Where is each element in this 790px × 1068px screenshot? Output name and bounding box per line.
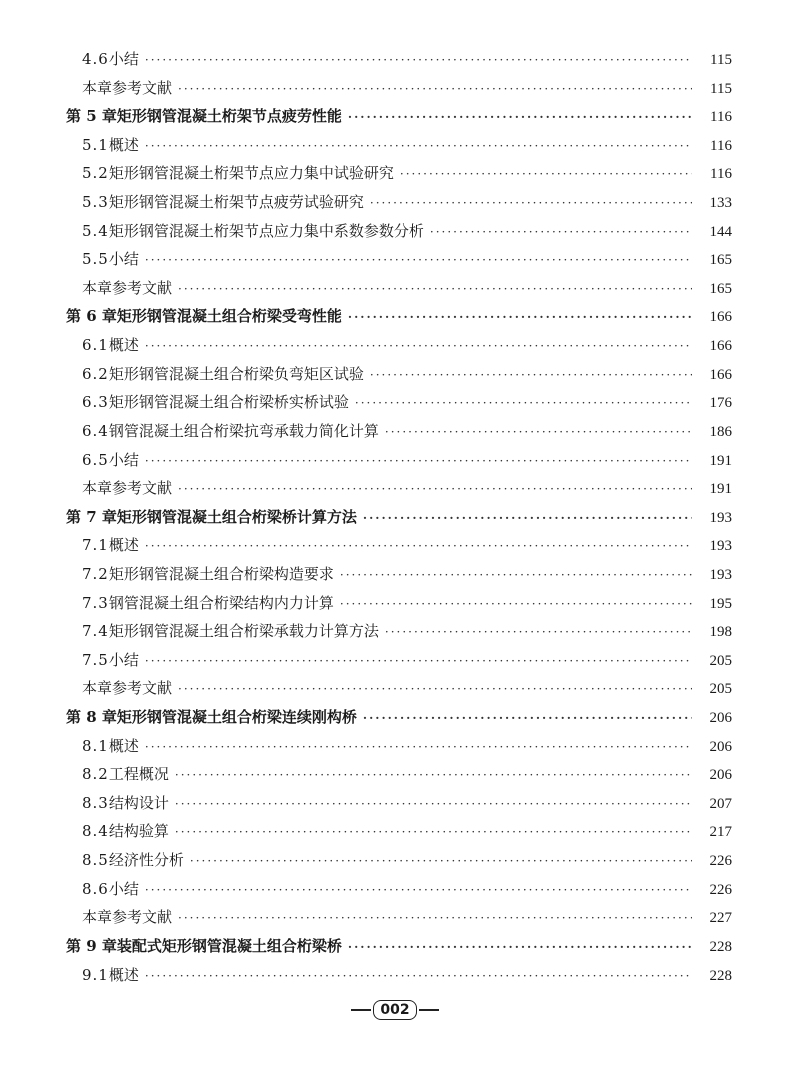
dot-leader: [340, 590, 692, 618]
dot-leader: [348, 103, 692, 131]
toc-entry-title: 经济性分析: [108, 851, 184, 870]
toc-entry-number: 6.4: [82, 421, 109, 440]
dot-leader: [145, 46, 692, 74]
toc-section-row: [60, 45, 732, 74]
toc-entry-page: 206: [709, 738, 732, 755]
dot-leader: [178, 675, 692, 703]
dot-leader: [340, 561, 692, 589]
toc-entry-number: 7.4: [82, 622, 109, 641]
toc-entry-number: 第 9 章: [66, 936, 117, 955]
toc-entry-number: 7.2: [82, 564, 109, 583]
toc-entry-title: 矩形钢管混凝土组合桁梁受弯性能: [116, 307, 342, 326]
toc-entry-title: 矩形钢管混凝土组合桁梁负弯矩区试验: [108, 364, 364, 383]
toc-entry-page: 205: [709, 681, 732, 698]
toc-entry-page: 228: [709, 938, 732, 955]
toc-entry-page: 165: [709, 280, 732, 297]
dot-leader: [175, 790, 692, 818]
toc-section-row: [60, 417, 732, 446]
toc-entry-page: 115: [710, 52, 732, 68]
toc-section-row: [60, 646, 732, 675]
toc-entry-title: 矩形钢管混凝土组合桁梁连续刚构桥: [116, 708, 357, 727]
toc-entry-title: 小结: [108, 450, 139, 469]
toc-references-row: [60, 274, 732, 303]
toc-entry-number: 6.1: [82, 336, 109, 355]
toc-entry-page: 165: [709, 252, 732, 269]
toc-section-row: [60, 217, 732, 246]
dot-leader: [348, 933, 692, 961]
toc-entry-title: 矩形钢管混凝土桁架节点应力集中系数参数分析: [108, 221, 424, 240]
toc-entry-page: 133: [709, 195, 732, 212]
dot-leader: [145, 876, 692, 904]
toc-entry-page: 193: [709, 566, 732, 583]
toc-references-row: [60, 903, 732, 932]
dot-leader: [175, 818, 692, 846]
toc-entry-number: 5.3: [82, 193, 109, 212]
toc-entry-page: 195: [709, 595, 732, 612]
toc-section-row: [60, 131, 732, 160]
toc-entry-number: 7.5: [82, 650, 109, 669]
toc-entry-page: 206: [709, 710, 732, 727]
toc-entry-page: 191: [709, 481, 732, 498]
toc-section-row: [60, 245, 732, 274]
dot-leader: [430, 218, 692, 246]
toc-entry-number: 6.2: [82, 364, 109, 383]
dot-leader: [355, 389, 692, 417]
toc-entry-number: 8.6: [82, 879, 109, 898]
toc-entry-page: 206: [709, 767, 732, 784]
toc-entry-title: 概述: [108, 536, 139, 555]
toc-entry-title: 本章参考文献: [82, 78, 173, 97]
toc-entry-page: 116: [710, 166, 732, 183]
toc-entry-title: 矩形钢管混凝土组合桁梁承载力计算方法: [108, 622, 379, 641]
toc-section-row: [60, 446, 732, 475]
dot-leader: [175, 761, 692, 789]
toc-entry-number: 第 6 章: [66, 307, 117, 326]
toc-entry-page: 115: [710, 80, 732, 97]
toc-entry-title: 小结: [108, 650, 139, 669]
toc-references-row: [60, 474, 732, 503]
toc-entry-page: 205: [709, 652, 732, 669]
toc-entry-page: 191: [709, 452, 732, 469]
dot-leader: [370, 189, 692, 217]
toc-section-row: [60, 875, 732, 904]
toc-chapter-row: [60, 932, 732, 961]
toc-entry-title: 概述: [108, 736, 139, 755]
toc-entry-title: 本章参考文献: [82, 679, 173, 698]
toc-section-row: [60, 732, 732, 761]
toc-section-row: [60, 789, 732, 818]
page-footer: [0, 1000, 790, 1020]
toc-section-row: [60, 961, 732, 990]
toc-chapter-row: [60, 102, 732, 131]
toc-entry-number: 6.3: [82, 393, 109, 412]
toc-entry-page: 176: [709, 395, 732, 412]
toc-section-row: [60, 589, 732, 618]
toc-entry-number: 8.4: [82, 822, 109, 841]
toc-section-row: [60, 760, 732, 789]
toc-entry-title: 本章参考文献: [82, 278, 173, 297]
toc-references-row: [60, 74, 732, 103]
toc-entry-title: 本章参考文献: [82, 479, 173, 498]
toc-entry-title: 小结: [108, 50, 139, 68]
dot-leader: [145, 532, 692, 560]
dot-leader: [385, 418, 692, 446]
toc-entry-number: 7.3: [82, 593, 109, 612]
toc-section-row: [60, 531, 732, 560]
toc-entry-page: 198: [709, 624, 732, 641]
toc-entry-page: 166: [709, 309, 732, 326]
toc-entry-page: 226: [709, 881, 732, 898]
toc-section-row: [60, 159, 732, 188]
toc-references-row: [60, 674, 732, 703]
footer-rule-right: [419, 1009, 439, 1011]
toc-entry-page: 116: [710, 137, 732, 154]
toc-entry-page: 217: [709, 824, 732, 841]
table-of-contents: [60, 45, 732, 989]
dot-leader: [370, 361, 692, 389]
toc-entry-number: 8.5: [82, 851, 109, 870]
toc-section-row: [60, 846, 732, 875]
toc-entry-title: 概述: [108, 965, 139, 984]
toc-entry-page: 226: [709, 853, 732, 870]
toc-chapter-row: [60, 302, 732, 331]
toc-entry-page: 228: [709, 967, 732, 984]
toc-entry-number: 8.2: [82, 765, 109, 784]
toc-entry-number: 5.2: [82, 164, 109, 183]
toc-entry-page: 166: [709, 338, 732, 355]
dot-leader: [145, 332, 692, 360]
dot-leader: [145, 246, 692, 274]
toc-entry-page: 193: [709, 509, 732, 526]
dot-leader: [145, 962, 692, 990]
toc-section-row: [60, 560, 732, 589]
dot-leader: [363, 704, 692, 732]
toc-entry-page: 207: [709, 795, 732, 812]
toc-entry-title: 矩形钢管混凝土组合桁梁桥实桥试验: [108, 393, 349, 412]
toc-entry-page: 166: [709, 366, 732, 383]
toc-entry-page: 144: [709, 223, 732, 240]
toc-entry-number: 8.1: [82, 736, 109, 755]
toc-entry-title: 工程概况: [108, 765, 169, 784]
toc-entry-number: 5.1: [82, 135, 109, 154]
toc-entry-number: 8.3: [82, 793, 109, 812]
dot-leader: [178, 475, 692, 503]
dot-leader: [145, 132, 692, 160]
toc-entry-number: 7.1: [82, 536, 109, 555]
dot-leader: [348, 303, 692, 331]
toc-entry-title: 矩形钢管混凝土桁架节点疲劳试验研究: [108, 193, 364, 212]
footer-rule-left: [351, 1009, 371, 1011]
toc-entry-page: 227: [709, 910, 732, 927]
page-number: 002: [373, 1000, 416, 1020]
toc-section-row: [60, 617, 732, 646]
toc-entry-title: 概述: [108, 135, 139, 154]
toc-entry-page: 116: [710, 109, 732, 126]
toc-entry-title: 矩形钢管混凝土桁架节点疲劳性能: [116, 107, 342, 126]
toc-entry-number: 第 5 章: [66, 107, 117, 126]
toc-entry-number: 第 7 章: [66, 507, 117, 526]
toc-entry-title: 结构设计: [108, 793, 169, 812]
toc-entry-title: 小结: [108, 250, 139, 269]
dot-leader: [178, 275, 692, 303]
dot-leader: [363, 504, 692, 532]
toc-entry-number: 4.6: [82, 50, 109, 68]
toc-entry-number: 9.1: [82, 965, 109, 984]
toc-entry-title: 矩形钢管混凝土组合桁梁构造要求: [108, 564, 334, 583]
dot-leader: [178, 75, 692, 103]
toc-entry-title: 装配式矩形钢管混凝土组合桁梁桥: [116, 936, 342, 955]
toc-entry-number: 6.5: [82, 450, 109, 469]
dot-leader: [178, 904, 692, 932]
toc-section-row: [60, 331, 732, 360]
toc-entry-title: 概述: [108, 336, 139, 355]
toc-chapter-row: [60, 503, 732, 532]
toc-section-row: [60, 388, 732, 417]
toc-entry-number: 5.5: [82, 250, 109, 269]
toc-section-row: [60, 188, 732, 217]
toc-entry-number: 第 8 章: [66, 708, 117, 727]
toc-entry-page: 186: [709, 423, 732, 440]
dot-leader: [145, 647, 692, 675]
toc-entry-title: 矩形钢管混凝土桁架节点应力集中试验研究: [108, 164, 394, 183]
toc-entry-number: 5.4: [82, 221, 109, 240]
toc-chapter-row: [60, 703, 732, 732]
toc-entry-title: 矩形钢管混凝土组合桁梁桥计算方法: [116, 507, 357, 526]
toc-entry-page: 193: [709, 538, 732, 555]
dot-leader: [145, 733, 692, 761]
toc-entry-title: 结构验算: [108, 822, 169, 841]
toc-entry-title: 本章参考文献: [82, 908, 173, 927]
dot-leader: [145, 447, 692, 475]
toc-entry-title: 小结: [108, 879, 139, 898]
dot-leader: [190, 847, 692, 875]
toc-section-row: [60, 360, 732, 389]
dot-leader: [400, 160, 692, 188]
dot-leader: [385, 618, 692, 646]
toc-entry-title: 钢管混凝土组合桁梁抗弯承载力简化计算: [108, 421, 379, 440]
toc-section-row: [60, 817, 732, 846]
toc-entry-title: 钢管混凝土组合桁梁结构内力计算: [108, 593, 334, 612]
